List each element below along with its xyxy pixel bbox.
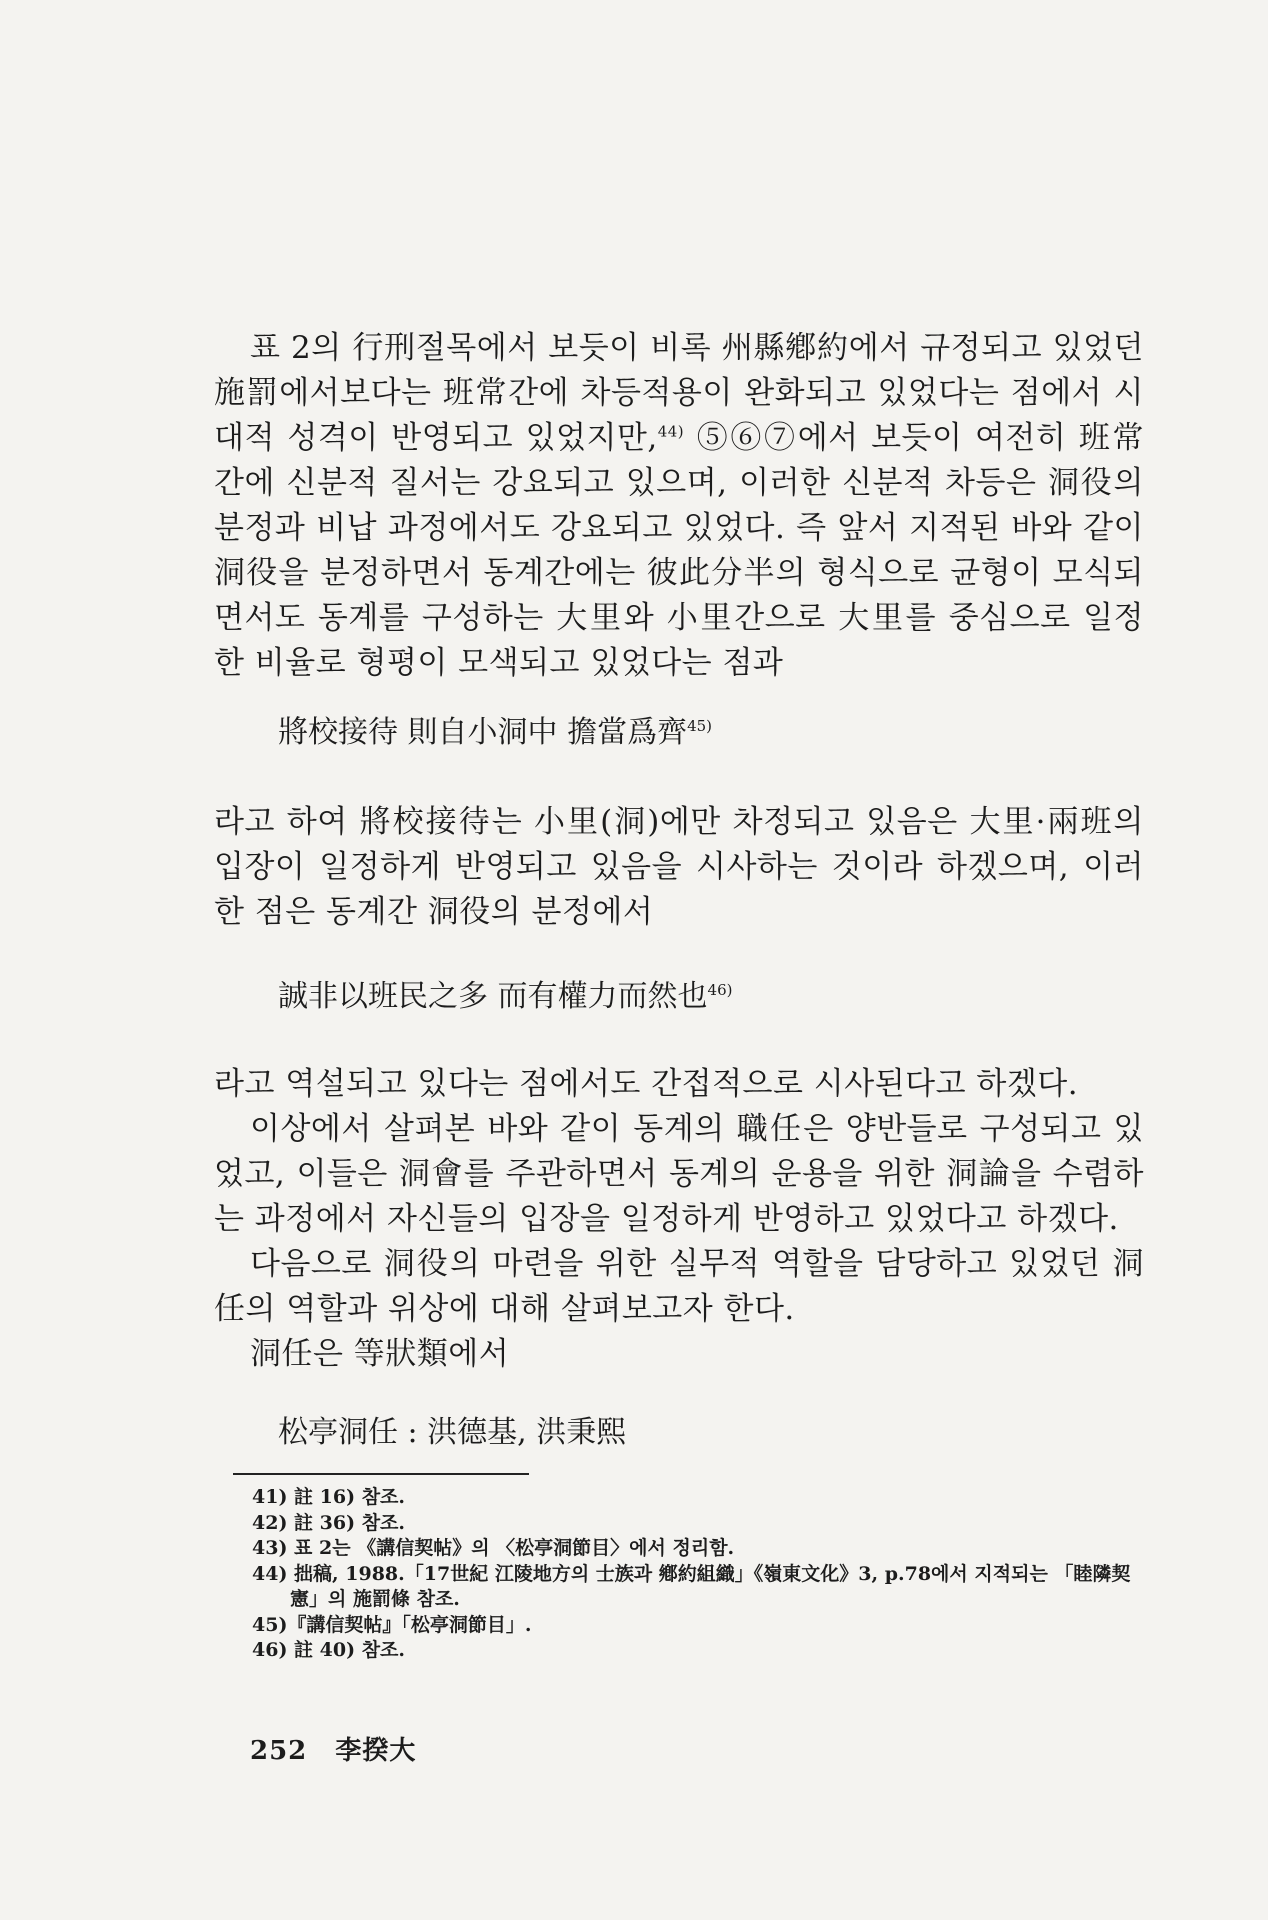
page-number: 252: [250, 1736, 308, 1766]
footnote-item: 44) 拙稿, 1988.「17世紀 江陵地方의 士族과 鄕約組織」《嶺東文化》3, p.78에서 지적되는 「睦隣契憲」의 施罰條 참조.: [252, 1562, 1131, 1610]
footnote-divider: [233, 1473, 529, 1475]
footnote-item: 45)『講信契帖』「松亭洞節目」.: [252, 1613, 532, 1636]
footnote-item: 46) 註 40) 참조.: [252, 1639, 406, 1661]
body-paragraph-4: 이상에서 살펴본 바와 같이 동계의 職任은 양반들로 구성되고 있었고, 이들은 洞會를 주관하면서 동계의 운용을 위한 洞論을 수렴하는 과정에서 자신들의 입장을 일정하게 반영하고 있었다고 하겠다.: [214, 1111, 1144, 1237]
page-footer: [250, 1730, 434, 1767]
footnote-item: 42) 註 36) 참조.: [252, 1511, 406, 1534]
paragraph-text: 표 2의 行刑절목에서 보듯이 비록 州縣鄕約에서 규정되고 있었던 施罰에서보다는 班常간에 차등적용이 완화되고 있었다는 점에서 시대적 성격이 반영되고 있었지만,: [214, 330, 1144, 456]
footnote-ref-46: 46): [707, 981, 733, 999]
body-paragraph-3: 라고 역설되고 있다는 점에서도 간접적으로 시사된다고 하겠다.: [214, 1066, 1079, 1102]
block-quote-3: 松亭洞任 : 洪德基, 洪秉熙: [278, 1415, 627, 1450]
footnote-item: 43) 표 2는 《講信契帖》의 〈松亭洞節目〉에서 정리함.: [252, 1537, 735, 1559]
footnote-ref-44: 44): [657, 422, 685, 441]
block-quote-2: 誠非以班民之多 而有權力而然也$^{46)}$: [278, 979, 733, 1014]
footnote-ref-45: 45): [687, 717, 713, 735]
body-paragraph-2: 라고 하여 將校接待는 小里(洞)에만 차정되고 있음은 大里·兩班의 입장이 일정하게 반영되고 있음을 시사하는 것이라 하겠으며, 이러한 점은 동계간 洞役의 분정에서: [214, 804, 1144, 930]
paragraph-text: ⑤⑥⑦에서 보듯이 여전히 班常간에 신분적 질서는 강요되고 있으며, 이러한 신분적 차등은 洞役의 분정과 비납 과정에서도 강요되고 있었다. 즉 앞서 지적된 바와 같이 洞役을 분정하면서 동계간에는 彼此分半의 형식으로 균형이 모식되면서도 동계를 구성하는 大里와 小里간으로 大里를 중심으로 일정한 비율로 형평이 모색되고 있었다는 점과: [214, 420, 1144, 681]
footnote-list: [252, 1485, 1142, 1664]
running-author: 李揆大: [335, 1736, 417, 1766]
body-paragraph-5: 다음으로 洞役의 마련을 위한 실무적 역할을 담당하고 있었던 洞任의 역할과 위상에 대해 살펴보고자 한다.: [214, 1246, 1144, 1327]
body-paragraph-6: 洞任은 等狀類에서: [250, 1336, 510, 1372]
body-paragraph-1: [214, 326, 1144, 686]
footnote-item: 41) 註 16) 참조.: [252, 1486, 406, 1508]
block-quote-1: 將校接待 則自小洞中 擔當爲齊$^{45)}$: [278, 715, 713, 750]
